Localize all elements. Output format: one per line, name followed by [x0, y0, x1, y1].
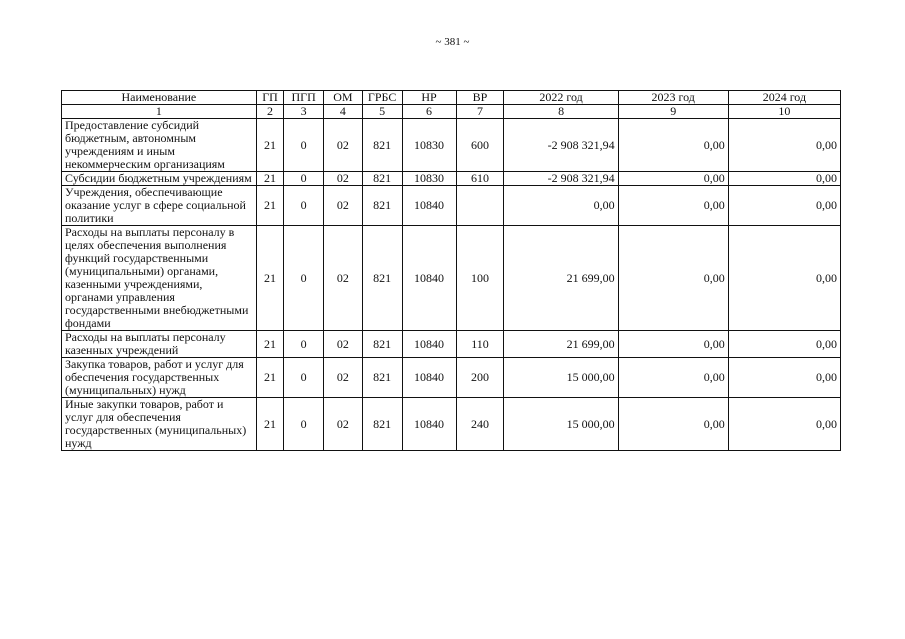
cell-om: 02 — [324, 172, 363, 186]
column-number-row — [62, 105, 841, 119]
cell-year-2023: 0,00 — [618, 331, 728, 358]
cell-year-2022: 15 000,00 — [504, 358, 618, 398]
cell-grbs: 821 — [362, 186, 402, 226]
table-header — [62, 91, 841, 119]
cell-year-2024: 0,00 — [728, 186, 840, 226]
cell-om: 02 — [324, 226, 363, 331]
column-header-year-2022: 2022 год — [504, 91, 618, 105]
column-header-gp: ГП — [256, 91, 284, 105]
cell-year-2022: 0,00 — [504, 186, 618, 226]
cell-nr: 10830 — [402, 172, 456, 186]
cell-vr: 200 — [456, 358, 504, 398]
cell-year-2024: 0,00 — [728, 358, 840, 398]
cell-year-2023: 0,00 — [618, 172, 728, 186]
cell-year-2023: 0,00 — [618, 186, 728, 226]
cell-year-2022: -2 908 321,94 — [504, 172, 618, 186]
cell-pgp: 0 — [284, 172, 324, 186]
cell-nr: 10830 — [402, 119, 456, 172]
cell-name: Расходы на выплаты персоналу в целях обеспечения выполнения функций государственными (муниципальными) органами, казенными учреждениями, органами управления государственными внебюджетными фондами — [62, 226, 257, 331]
column-header-grbs: ГРБС — [362, 91, 402, 105]
column-number-name: 1 — [62, 105, 257, 119]
cell-year-2024: 0,00 — [728, 398, 840, 451]
cell-grbs: 821 — [362, 358, 402, 398]
column-number-om: 4 — [324, 105, 363, 119]
cell-year-2024: 0,00 — [728, 172, 840, 186]
table-row — [62, 119, 841, 172]
cell-nr: 10840 — [402, 398, 456, 451]
cell-vr: 110 — [456, 331, 504, 358]
column-header-name: Наименование — [62, 91, 257, 105]
cell-year-2022: -2 908 321,94 — [504, 119, 618, 172]
column-number-grbs: 5 — [362, 105, 402, 119]
cell-year-2022: 21 699,00 — [504, 226, 618, 331]
column-header-pgp: ПГП — [284, 91, 324, 105]
cell-name: Иные закупки товаров, работ и услуг для обеспечения государственных (муниципальных) нужд — [62, 398, 257, 451]
cell-om: 02 — [324, 119, 363, 172]
cell-gp: 21 — [256, 398, 284, 451]
table-body — [62, 119, 841, 451]
cell-nr: 10840 — [402, 331, 456, 358]
table-row — [62, 186, 841, 226]
cell-om: 02 — [324, 186, 363, 226]
table-row — [62, 226, 841, 331]
column-number-year-2023: 9 — [618, 105, 728, 119]
cell-grbs: 821 — [362, 119, 402, 172]
cell-om: 02 — [324, 358, 363, 398]
cell-grbs: 821 — [362, 226, 402, 331]
table-row — [62, 172, 841, 186]
cell-pgp: 0 — [284, 358, 324, 398]
table-row — [62, 358, 841, 398]
table-row — [62, 331, 841, 358]
cell-nr: 10840 — [402, 226, 456, 331]
cell-grbs: 821 — [362, 172, 402, 186]
cell-gp: 21 — [256, 119, 284, 172]
cell-grbs: 821 — [362, 398, 402, 451]
cell-vr — [456, 186, 504, 226]
column-header-year-2024: 2024 год — [728, 91, 840, 105]
cell-year-2022: 15 000,00 — [504, 398, 618, 451]
column-number-vr: 7 — [456, 105, 504, 119]
column-header-vr: ВР — [456, 91, 504, 105]
cell-grbs: 821 — [362, 331, 402, 358]
cell-name: Учреждения, обеспечивающие оказание услуг в сфере социальной политики — [62, 186, 257, 226]
cell-pgp: 0 — [284, 119, 324, 172]
cell-vr: 240 — [456, 398, 504, 451]
cell-year-2022: 21 699,00 — [504, 331, 618, 358]
cell-year-2023: 0,00 — [618, 398, 728, 451]
page-number: ~ 381 ~ — [435, 36, 470, 48]
budget-table — [61, 90, 841, 451]
cell-year-2023: 0,00 — [618, 226, 728, 331]
cell-pgp: 0 — [284, 331, 324, 358]
cell-vr: 600 — [456, 119, 504, 172]
cell-year-2023: 0,00 — [618, 358, 728, 398]
cell-year-2024: 0,00 — [728, 331, 840, 358]
column-number-pgp: 3 — [284, 105, 324, 119]
cell-vr: 100 — [456, 226, 504, 331]
column-number-year-2024: 10 — [728, 105, 840, 119]
cell-vr: 610 — [456, 172, 504, 186]
header-row — [62, 91, 841, 105]
cell-gp: 21 — [256, 358, 284, 398]
table-row — [62, 398, 841, 451]
cell-name: Субсидии бюджетным учреждениям — [62, 172, 257, 186]
cell-gp: 21 — [256, 186, 284, 226]
cell-om: 02 — [324, 398, 363, 451]
cell-pgp: 0 — [284, 186, 324, 226]
column-header-nr: НР — [402, 91, 456, 105]
cell-year-2024: 0,00 — [728, 226, 840, 331]
cell-nr: 10840 — [402, 186, 456, 226]
cell-gp: 21 — [256, 172, 284, 186]
cell-name: Расходы на выплаты персоналу казенных учреждений — [62, 331, 257, 358]
column-header-om: ОМ — [324, 91, 363, 105]
cell-pgp: 0 — [284, 226, 324, 331]
cell-nr: 10840 — [402, 358, 456, 398]
cell-name: Закупка товаров, работ и услуг для обеспечения государственных (муниципальных) нужд — [62, 358, 257, 398]
cell-om: 02 — [324, 331, 363, 358]
cell-year-2023: 0,00 — [618, 119, 728, 172]
cell-gp: 21 — [256, 331, 284, 358]
column-number-gp: 2 — [256, 105, 284, 119]
column-number-year-2022: 8 — [504, 105, 618, 119]
cell-pgp: 0 — [284, 398, 324, 451]
column-header-year-2023: 2023 год — [618, 91, 728, 105]
cell-gp: 21 — [256, 226, 284, 331]
cell-year-2024: 0,00 — [728, 119, 840, 172]
cell-name: Предоставление субсидий бюджетным, автономным учреждениям и иным некоммерческим организациям — [62, 119, 257, 172]
column-number-nr: 6 — [402, 105, 456, 119]
